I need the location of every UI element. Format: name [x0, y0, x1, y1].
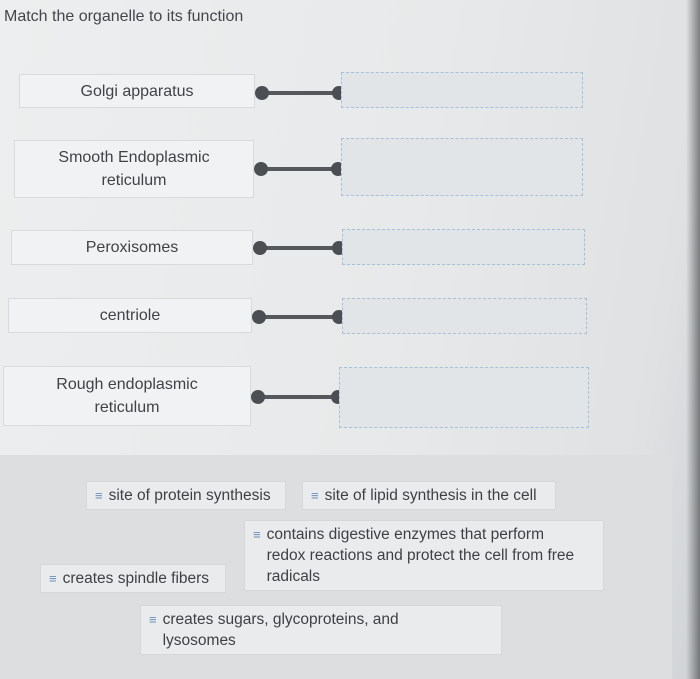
match-connector — [251, 390, 345, 404]
drag-handle-icon: ≡ — [95, 488, 103, 503]
term-smooth-er — [14, 140, 254, 198]
term-rough-er — [3, 366, 251, 426]
drag-handle-icon: ≡ — [149, 612, 157, 627]
answer-chip-sugars-glycoproteins[interactable] — [140, 605, 502, 655]
drop-zone-rough-er[interactable] — [339, 367, 589, 428]
term-label: centriole — [99, 307, 161, 324]
term-peroxisomes — [11, 230, 253, 265]
drop-zone-smooth-er[interactable] — [341, 138, 583, 196]
drop-zone-centriole[interactable] — [342, 298, 587, 334]
term-label: Golgi apparatus — [80, 82, 194, 100]
term-centriole — [8, 298, 252, 333]
match-connector — [255, 86, 346, 100]
answer-chip-digestive-enzymes[interactable] — [244, 520, 604, 591]
screen-edge-shadow — [686, 0, 700, 679]
answer-text: site of protein synthesis — [108, 487, 271, 504]
drop-zone-peroxisomes[interactable] — [342, 229, 585, 265]
drag-handle-icon: ≡ — [253, 527, 261, 542]
answer-text: creates spindle fibers — [62, 570, 210, 587]
answer-text: contains digestive enzymes that perform redox reactions and protect the cell from free radicals — [266, 526, 575, 585]
term-label: Smooth Endoplasmic reticulum — [58, 149, 210, 189]
match-connector — [252, 310, 346, 324]
drag-handle-icon: ≡ — [311, 488, 319, 503]
match-connector — [253, 241, 346, 255]
drag-handle-icon: ≡ — [49, 571, 57, 586]
question-instruction: Match the organelle to its function — [4, 8, 244, 25]
drop-zone-golgi-apparatus[interactable] — [341, 72, 583, 108]
answer-chip-spindle-fibers[interactable] — [40, 564, 226, 593]
match-connector — [254, 162, 345, 176]
answer-text: site of lipid synthesis in the cell — [324, 487, 537, 504]
answer-chip-lipid-synthesis[interactable] — [302, 481, 556, 510]
term-label: Rough endoplasmic reticulum — [56, 376, 198, 416]
term-label: Peroxisomes — [85, 239, 179, 256]
answer-chip-protein-synthesis[interactable] — [86, 481, 286, 510]
answer-text: creates sugars, glycoproteins, and lysosomes — [162, 611, 399, 649]
term-golgi-apparatus — [19, 74, 255, 108]
